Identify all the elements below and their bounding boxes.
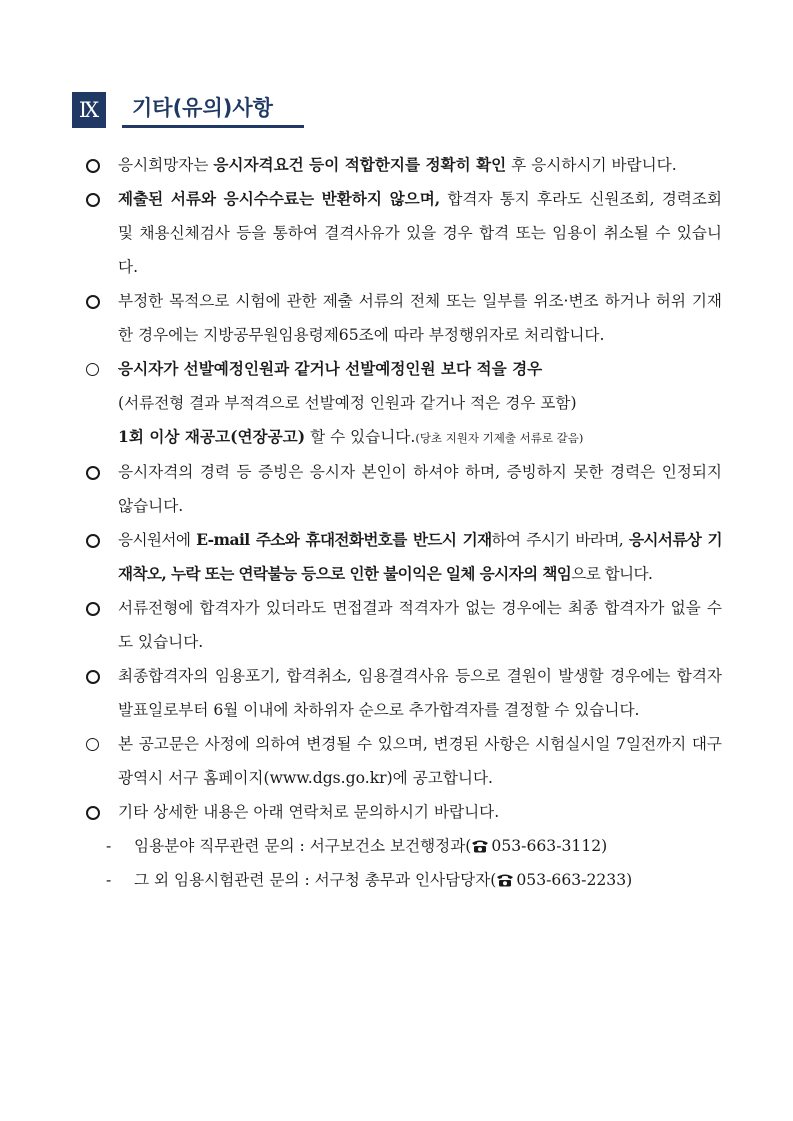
phone-icon	[496, 873, 514, 887]
notice-item-3: 부정한 목적으로 시험에 관한 제출 서류의 전체 또는 일부를 위조·변조 하거나 허위 기재한 경우에는 지방공무원임용령제65조에 따라 부정행위자로 처리합니다.	[86, 284, 722, 352]
section-title: 기타(유의)사항	[122, 92, 304, 128]
notice-item-10: 기타 상세한 내용은 아래 연락처로 문의하시기 바랍니다.	[86, 795, 722, 829]
contact-line-1: - 임용분야 직무관련 문의 : 서구보건소 보건행정과( 053-663-3112)	[106, 837, 608, 855]
circle-bullet-icon	[86, 159, 100, 173]
circle-bullet-icon	[86, 806, 100, 820]
notice-item-1: 응시희망자는 응시자격요건 등이 적합한지를 정확히 확인 후 응시하시기 바랍니다.	[86, 148, 722, 182]
notice-item-6: 응시원서에 E-mail 주소와 휴대전화번호를 반드시 기재하여 주시기 바라며, 응시서류상 기재착오, 누락 또는 연락불능 등으로 인한 불이익은 일체 응시자의 책임으로 합니다.	[86, 523, 722, 591]
circle-bullet-icon	[86, 534, 100, 548]
phone-icon	[471, 839, 489, 853]
circle-bullet-icon	[86, 295, 100, 309]
circle-bullet-icon	[86, 670, 100, 684]
circle-bullet-icon	[86, 738, 99, 751]
circle-bullet-icon	[86, 363, 99, 376]
notice-item-4: 응시자가 선발예정인원과 같거나 선발예정인원 보다 적을 경우 (서류전형 결과 부적격으로 선발예정 인원과 같거나 적은 경우 포함) 1회 이상 재공고(연장공고) 할 수 있습니다.(당초 지원자 기제출 서류로 갈음)	[86, 352, 722, 455]
notice-item-5: 응시자격의 경력 등 증빙은 응시자 본인이 하셔야 하며, 증빙하지 못한 경력은 인정되지 않습니다.	[86, 455, 722, 523]
notice-item-8: 최종합격자의 임용포기, 합격취소, 임용결격사유 등으로 결원이 발생할 경우에는 합격자 발표일로부터 6월 이내에 차하위자 순으로 추가합격자를 결정할 수 있습니다.	[86, 659, 722, 727]
notice-item-9: 본 공고문은 사정에 의하여 변경될 수 있으며, 변경된 사항은 시험실시일 7일전까지 대구광역시 서구 홈페이지(www.dgs.go.kr)에 공고합니다.	[86, 727, 722, 795]
circle-bullet-icon	[86, 466, 100, 480]
section-header	[72, 92, 312, 128]
notice-item-2: 제출된 서류와 응시수수료는 반환하지 않으며, 합격자 통지 후라도 신원조회, 경력조회 및 채용신체검사 등을 통하여 결격사유가 있을 경우 합격 또는 임용이 취소될 수 있습니다.	[86, 182, 722, 284]
notice-item-7: 서류전형에 합격자가 있더라도 면접결과 적격자가 없는 경우에는 최종 합격자가 없을 수도 있습니다.	[86, 591, 722, 659]
notice-list	[86, 148, 722, 897]
contact-line-2: - 그 외 임용시험관련 문의 : 서구청 총무과 인사담당자( 053-663-2233)	[106, 871, 633, 889]
circle-bullet-icon	[86, 193, 100, 207]
section-numeral: Ⅸ	[72, 92, 106, 128]
circle-bullet-icon	[86, 602, 100, 616]
